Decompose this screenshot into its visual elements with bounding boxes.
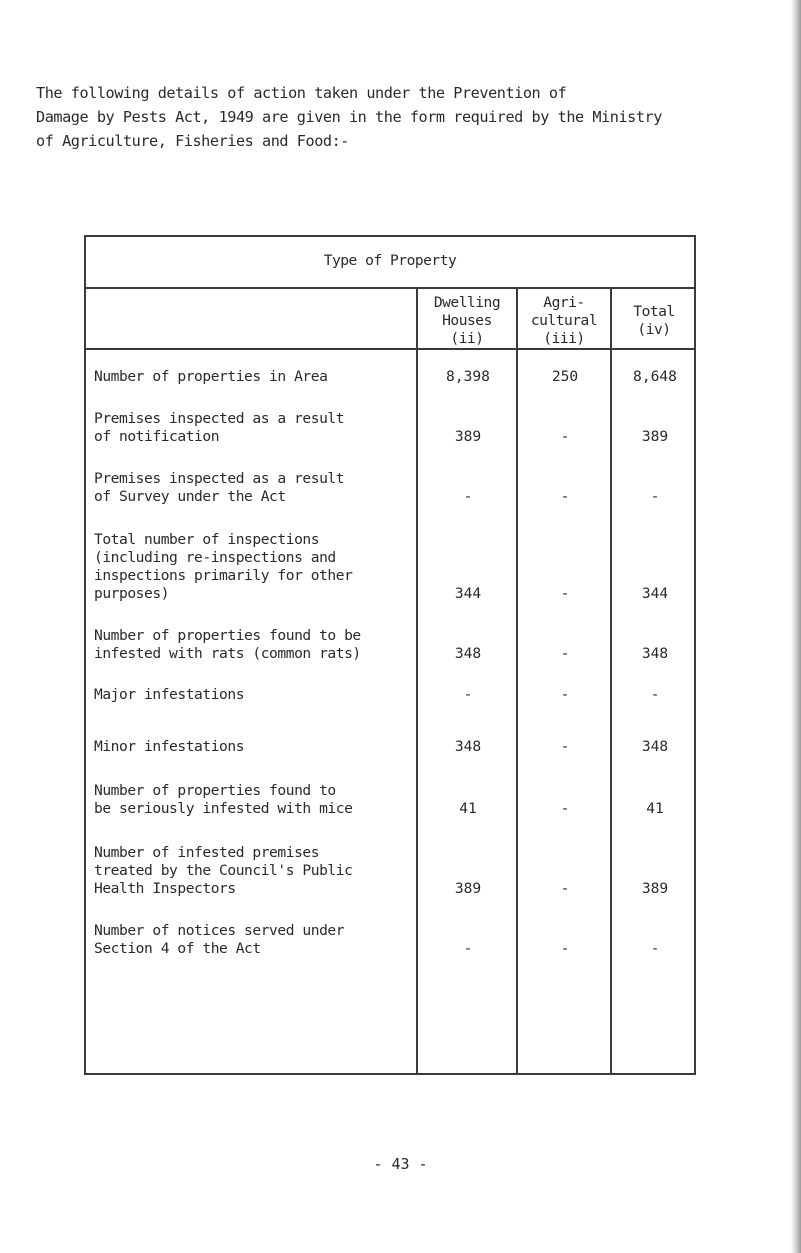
intro-line: of Agriculture, Fisheries and Food:- <box>36 132 349 150</box>
cell-dwelling: 344 <box>454 585 482 602</box>
cell-total: 389 <box>641 880 669 897</box>
cell-dwelling: 348 <box>454 738 482 755</box>
cell-total: 348 <box>641 738 669 755</box>
cell-agricultural: - <box>560 800 570 817</box>
column-header-dwelling-houses: Dwelling Houses (ii) <box>433 294 501 347</box>
row-label-major-infestations: Major infestations <box>94 686 245 703</box>
column-header-total: Total (iv) <box>633 303 675 338</box>
intro-paragraph <box>36 81 766 153</box>
row-label-minor-infestations: Minor infestations <box>94 738 245 755</box>
cell-total: 344 <box>641 585 669 602</box>
cell-dwelling: - <box>463 940 473 957</box>
cell-total: 8,648 <box>633 368 677 385</box>
row-label-number-of-properties: Number of properties in Area <box>94 368 328 385</box>
cell-dwelling: 389 <box>454 428 482 445</box>
cell-total: - <box>650 940 660 957</box>
column-header-agricultural: Agri- cultural (iii) <box>530 294 598 347</box>
cell-agricultural: - <box>560 488 570 505</box>
page-number: - 43 - <box>373 1155 428 1173</box>
table-column-divider <box>416 287 418 1075</box>
cell-agricultural: - <box>560 428 570 445</box>
row-label-premises-treated: Number of infested premises treated by the Council's Public Health Inspectors <box>94 844 353 897</box>
cell-dwelling: 8,398 <box>446 368 490 385</box>
cell-dwelling: - <box>463 488 473 505</box>
page-edge-shadow <box>791 0 801 1253</box>
row-label-notices-served: Number of notices served under Section 4 of the Act <box>94 922 345 957</box>
cell-agricultural: - <box>560 940 570 957</box>
cell-agricultural: - <box>560 645 570 662</box>
cell-total: 348 <box>641 645 669 662</box>
cell-dwelling: 348 <box>454 645 482 662</box>
cell-agricultural: - <box>560 880 570 897</box>
row-label-inspected-survey: Premises inspected as a result of Survey under the Act <box>94 470 345 505</box>
table-group-header: Type of Property <box>323 252 457 269</box>
table-column-divider <box>610 287 612 1075</box>
cell-agricultural: 250 <box>551 368 579 385</box>
row-label-infested-rats: Number of properties found to be infested with rats (common rats) <box>94 627 361 662</box>
cell-total: - <box>650 686 660 703</box>
table-column-header-divider <box>84 348 696 350</box>
cell-agricultural: - <box>560 686 570 703</box>
cell-agricultural: - <box>560 738 570 755</box>
intro-line: The following details of action taken under the Prevention of <box>36 84 567 102</box>
row-label-inspected-notification: Premises inspected as a result of notification <box>94 410 345 445</box>
intro-line: Damage by Pests Act, 1949 are given in the form required by the Ministry <box>36 108 662 126</box>
table-header-divider <box>84 287 696 289</box>
cell-dwelling: 41 <box>459 800 477 817</box>
row-label-total-inspections: Total number of inspections (including re-inspections and inspections primarily for other purposes) <box>94 531 353 602</box>
row-label-infested-mice: Number of properties found to be seriously infested with mice <box>94 782 353 817</box>
cell-dwelling: - <box>463 686 473 703</box>
cell-total: 41 <box>646 800 664 817</box>
cell-agricultural: - <box>560 585 570 602</box>
cell-dwelling: 389 <box>454 880 482 897</box>
cell-total: - <box>650 488 660 505</box>
cell-total: 389 <box>641 428 669 445</box>
table-column-divider <box>516 287 518 1075</box>
